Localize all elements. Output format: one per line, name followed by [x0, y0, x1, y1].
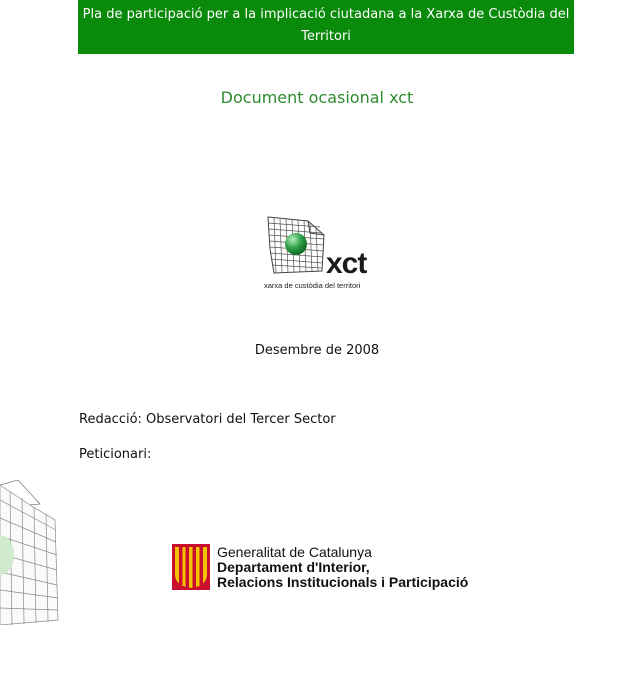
gencat-line-2: Departament d'Interior, — [217, 559, 370, 575]
xct-logo — [262, 213, 387, 293]
gencat-line-3: Relacions Institucionals i Participació — [217, 574, 469, 590]
redaccio-field: Redacció: Observatori del Tercer Sector — [79, 412, 336, 427]
gencat-line-1: Generalitat de Catalunya — [217, 544, 372, 560]
peticionari-field: Peticionari: — [79, 447, 152, 462]
xct-grid-icon — [264, 213, 328, 277]
header-line-1: Pla de participació per a la implicació ciutadana a la Xarxa de Custòdia del — [82, 7, 570, 22]
xct-mark: xct — [326, 247, 367, 280]
document-date: Desembre de 2008 — [254, 343, 380, 358]
document-title: Document ocasional xct — [220, 88, 414, 107]
header-banner — [78, 0, 574, 54]
xct-tagline: xarxa de custòdia del territori — [264, 281, 361, 290]
gencat-logo — [172, 544, 492, 594]
header-line-2: Territori — [301, 29, 351, 44]
corner-grid-icon — [0, 480, 60, 625]
senyera-emblem-icon — [172, 544, 210, 590]
